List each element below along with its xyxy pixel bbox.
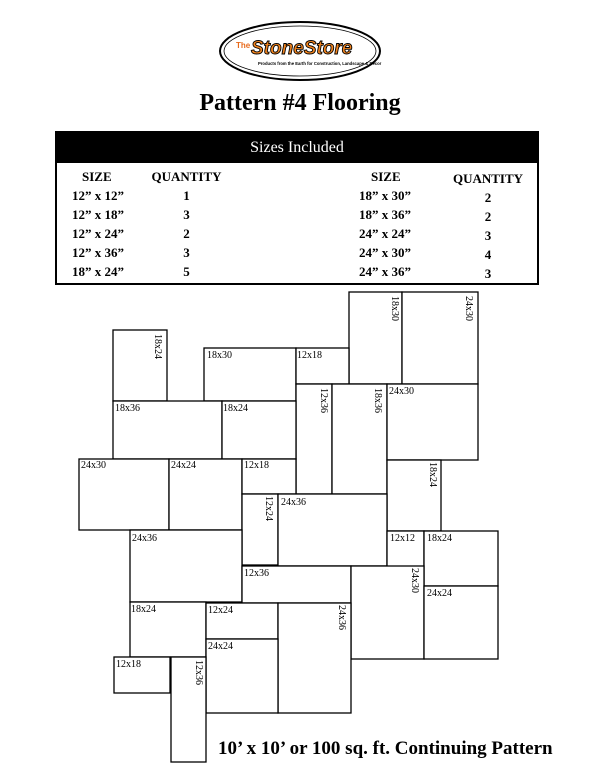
qty-cell: 2 <box>183 226 190 241</box>
svg-text:Products from the Earth for Co: Products from the Earth for Construction, Landscape & Decor <box>258 61 382 66</box>
tile-label: 12x36 <box>244 568 269 579</box>
tile-label: 12x24 <box>263 496 274 521</box>
tile-label: 24x36 <box>336 605 347 630</box>
tile-label: 12x18 <box>116 659 141 670</box>
tile-label: 12x36 <box>318 388 329 413</box>
tile-label: 24x30 <box>409 568 420 593</box>
svg-text:The: The <box>236 41 251 50</box>
tile-label: 12x12 <box>390 533 415 544</box>
qty-cell: 2 <box>484 190 492 205</box>
size-header: SIZE <box>82 169 112 184</box>
qty-header: QUANTITY <box>151 169 222 184</box>
tile-label: 24x30 <box>81 460 106 471</box>
tile-label: 18x24 <box>427 533 452 544</box>
size-cell: 18” x 30” <box>359 188 411 203</box>
qty-cell: 3 <box>484 266 492 281</box>
tile-label: 12x18 <box>244 460 269 471</box>
svg-text:StoneStore: StoneStore <box>251 38 353 59</box>
size-cell: 18” x 36” <box>359 207 411 222</box>
qty-cell: 3 <box>183 245 190 260</box>
size-cell: 24” x 24” <box>359 226 411 241</box>
pattern-caption: 10’ x 10’ or 100 sq. ft. Continuing Pattern <box>218 738 553 759</box>
size-cell: 24” x 30” <box>359 245 411 260</box>
tile-label: 18x24 <box>131 604 156 615</box>
tile-label: 18x30 <box>389 296 400 321</box>
size-cell: 18” x 24” <box>72 264 124 279</box>
tile-label: 18x24 <box>427 462 438 487</box>
tile-label: 12x24 <box>208 605 233 616</box>
qty-cell: 3 <box>484 228 492 243</box>
tile-label: 18x30 <box>207 350 232 361</box>
qty-cell: 5 <box>183 264 190 279</box>
tile-label: 18x24 <box>223 403 248 414</box>
qty-header: QUANTITY <box>452 171 524 186</box>
tile-label: 24x30 <box>389 386 414 397</box>
size-cell: 12” x 24” <box>72 226 124 241</box>
tile-label: 12x36 <box>193 660 204 685</box>
size-cell: 12” x 12” <box>72 188 124 203</box>
qty-cell: 3 <box>183 207 190 222</box>
tile-label: 24x24 <box>427 588 452 599</box>
sizes-table-header: Sizes Included <box>57 133 537 163</box>
qty-cell: 1 <box>183 188 190 203</box>
size-cell: 12” x 18” <box>72 207 124 222</box>
size-cell: 12” x 36” <box>72 245 124 260</box>
tile-label: 24x36 <box>281 497 306 508</box>
tile-label: 18x24 <box>152 334 163 359</box>
page-title: Pattern #4 Flooring <box>199 90 401 116</box>
tile-label: 24x24 <box>171 460 196 471</box>
qty-cell: 2 <box>484 209 492 224</box>
tile-label: 18x36 <box>115 403 140 414</box>
tile-label: 24x36 <box>132 533 157 544</box>
tile-label: 12x18 <box>297 350 322 361</box>
tile-label: 24x30 <box>463 296 474 321</box>
size-header: SIZE <box>371 169 401 184</box>
qty-cell: 4 <box>484 247 492 262</box>
size-cell: 24” x 36” <box>359 264 411 279</box>
tile-label: 18x36 <box>372 388 383 413</box>
tile-label: 24x24 <box>208 641 233 652</box>
